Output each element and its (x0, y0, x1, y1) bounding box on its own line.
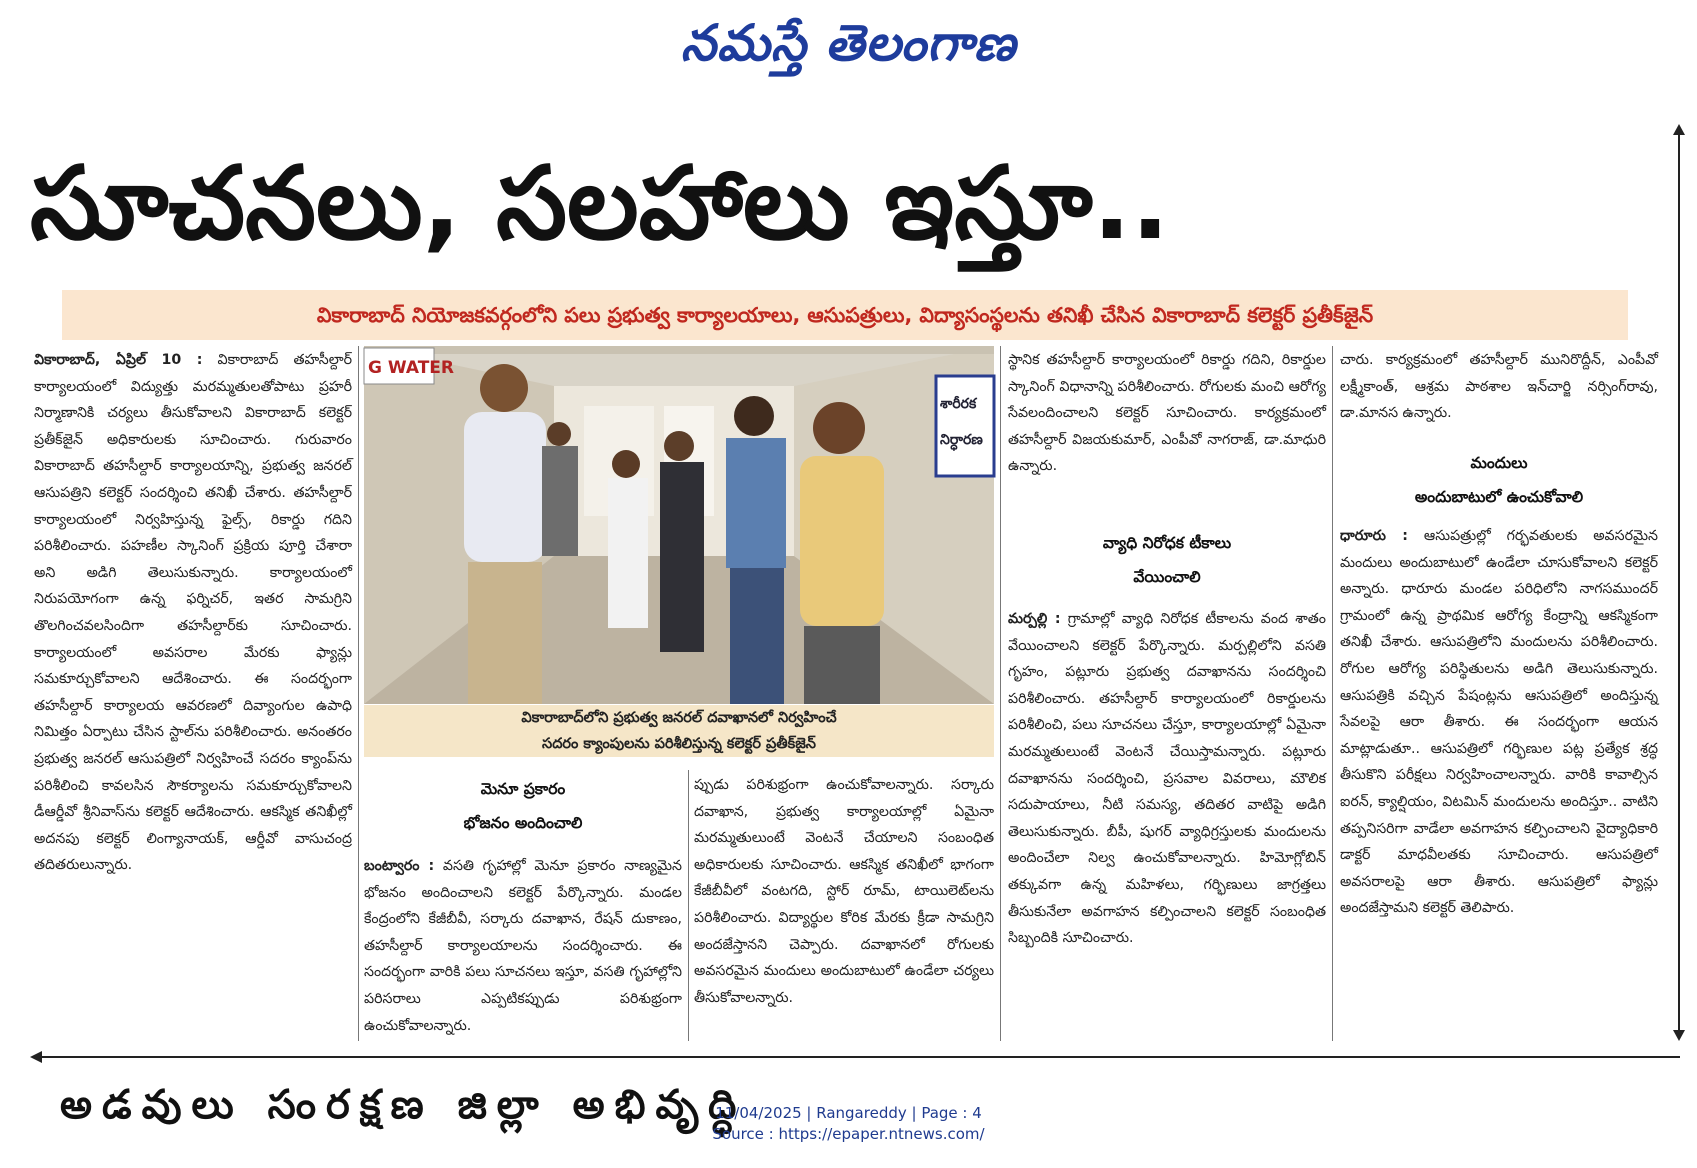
person-collector (464, 364, 546, 704)
column-5-heading-line2: అందుబాటులో ఉంచుకోవాలి (1414, 488, 1584, 506)
column-divider (358, 346, 359, 1041)
article-column-2 (364, 853, 682, 1047)
footer-dateline: 11/04/2025 | Rangareddy | Page : 4 (715, 1104, 982, 1122)
clip-arrow-horizontal (40, 1056, 1680, 1058)
sign-right-line2: నిర్ధారణ (940, 432, 983, 448)
sign-water-text: G WATER (368, 358, 454, 378)
clip-arrow-up-icon (1673, 124, 1685, 135)
column-4-body-top: స్థానిక తహసీల్దార్ కార్యాలయంలో రికార్డు గదిని, రికార్డుల స్కానింగ్ విధానాన్ని పరిశీలించారు. రోగులకు మంచి ఆరోగ్య సేవలందించాలని కలెక్టర్ సూచించారు. కార్యక్రమంలో తహసీల్దార్ విజయకుమార్, ఎంపీవో నాగరాజ్, డా.మాధురి ఉన్నారు. (1008, 352, 1326, 475)
page-footer (0, 1103, 1697, 1145)
article-column-1 (34, 347, 352, 1047)
column-5-heading (1340, 446, 1658, 518)
column-divider (688, 770, 689, 1041)
column-1-dateline: వికారాబాద్, ఏప్రిల్ 10 : (34, 352, 203, 368)
article-column-4 (1008, 606, 1326, 1047)
subhead: వికారాబాద్ నియోజకవర్గంలోని పలు ప్రభుత్వ కార్యాలయాలు, ఆసుపత్రులు, విద్యాసంస్థలను తనిఖీ చేసిన వికారాబాద్ కలెక్టర్ ప్రతీక్‌జైన్ (316, 303, 1374, 327)
column-2-body: వసతి గృహాల్లో మెనూ ప్రకారం నాణ్యమైన భోజనం అందించాలని కలెక్టర్ పేర్కొన్నారు. మండల కేంద్రంలోని కేజీబీవీ, సర్కారు దవాఖాన, రేషన్ దుకాణం, తహసీల్దార్ కార్యాలయాలను సందర్శించారు. ఈ సందర్భంగా వారికి పలు సూచనలు ఇస్తూ, వసతి గృహాల్లోని పరిసరాలు ఎప్పటికప్పుడు పరిశుభ్రంగా ఉంచుకోవాలన్నారు. (364, 858, 683, 1034)
photo-caption-line2: సదరం క్యాంపులను పరిశీలిస్తున్న కలెక్టర్ ప్రతీక్‌జైన్ (542, 736, 816, 752)
clip-arrow-left-icon (30, 1051, 42, 1063)
person-background-3 (660, 431, 704, 652)
column-2-heading-line1: మెనూ ప్రకారం (480, 780, 566, 798)
column-4-body: గ్రామాల్లో వ్యాధి నిరోధక టీకాలను వంద శాతం వేయించాలని కలెక్టర్ పేర్కొన్నారు. మర్పల్లిలోని వసతి గృహం, పట్లూరు ప్రభుత్వ దవాఖానను సందర్శించి పరిశీలించారు. తహసీల్దార్ కార్యాలయంలో రికార్డులను పరిశీలించి, పలు సూచనలు చేస్తూ, కార్యాలయాల్లో ఏమైనా మరమ్మతులుంటే వెంటనే చేయిస్తామన్నారు. పట్లూరు దవాఖానను సందర్శించి, ప్రసవాల వివరాలు, మౌలిక సదుపాయాలు, నీటి సమస్య, తదితర వాటిపై అడిగి తెలుసుకున్నారు. బీపీ, షుగర్ వ్యాధిగ్రస్తులకు మందులను అందించేలా నిల్వ ఉంచుకోవాలన్నారు. హిమోగ్లోబిన్ తక్కువగా ఉన్న మహిళలు, గర్భిణులు జాగ్రత్తలు తీసుకునేలా అవగాహన కల్పించాలని కలెక్టర్ సంబంధిత సిబ్బందికి సూచించారు. (1008, 611, 1326, 947)
column-4-heading-line2: వేయించాలి (1133, 568, 1201, 586)
person-masked (726, 396, 786, 704)
column-3-body: ప్పుడు పరిశుభ్రంగా ఉంచుకోవాలన్నారు. సర్కారు దవాఖాన, ప్రభుత్వ కార్యాలయాల్లో ఏమైనా మరమ్మతులుంటే వెంటనే చేయాలని సంబంధిత అధికారులకు సూచించారు. ఆకస్మిక తనిఖీలో భాగంగా కేజీబీవీలో వంటగది, స్టోర్ రూమ్, టాయిలెట్‌లను పరిశీలించారు. విద్యార్థుల కోరిక మేరకు క్రీడా సామగ్రిని అందజేస్తానని చెప్పారు. దవాఖానలో రోగులకు అవసరమైన మందులు అందుబాటులో ఉండేలా చర్యలు తీసుకోవాలన్నారు. (694, 777, 994, 1006)
headline: సూచనలు, సలహాలు ఇస్తూ.. (30, 144, 1170, 262)
article-column-5 (1340, 523, 1658, 1047)
column-divider (1000, 346, 1001, 1041)
masthead-logo: నమస్తే తెలంగాణ (680, 13, 1017, 72)
photo-caption (364, 705, 994, 757)
column-5-dateline: ధారూరు : (1340, 528, 1408, 544)
article-column-3 (694, 772, 994, 1047)
column-4-heading-line1: వ్యాధి నిరోధక టీకాలు (1102, 534, 1232, 552)
sign-right-line1: శారీరక (940, 396, 977, 412)
column-divider (1332, 346, 1333, 1041)
photo-caption-line1: వికారాబాద్‌లోని ప్రభుత్వ జనరల్ దవాఖానలో నిర్వహించే (521, 710, 837, 726)
column-5-body-top: చారు. కార్యక్రమంలో తహసీల్దార్ మునిరొద్దీన్, ఎంపీవో లక్ష్మీకాంత్, ఆశ్రమ పాఠశాల ఇన్‌చార్జి నర్సింగ్‌రావు, డా.మానస ఉన్నారు. (1340, 352, 1658, 422)
column-2-heading (364, 772, 682, 844)
article-column-5-top (1340, 347, 1658, 443)
news-photo (364, 346, 994, 704)
column-4-dateline: మర్పల్లి : (1008, 611, 1061, 627)
clip-arrow-down-icon (1673, 1030, 1685, 1041)
next-article-headline-text: అడవులు సంరక్షణ జిల్లా అభివృద్ధి (60, 1082, 747, 1128)
column-2-dateline: బంట్వారం : (364, 858, 435, 874)
column-2-heading-line2: భోజనం అందించాలి (463, 814, 583, 832)
column-5-body: ఆసుపత్రుల్లో గర్భవతులకు అవసరమైన మందులు అందుబాటులో ఉండేలా చూసుకోవాలని కలెక్టర్ అన్నారు. ధారూరు మండల పరిధిలోని నాగసముందర్ గ్రామంలో ఉన్న ప్రాథమిక ఆరోగ్య కేంద్రాన్ని ఆకస్మికంగా తనిఖీ చేశారు. ఆసుపత్రిలోని మందులను పరిశీలించారు. రోగుల ఆరోగ్య పరిస్థితులను అడిగి తెలుసుకున్నారు. ఆసుపత్రికి వచ్చిన పేషంట్లను ఆసుపత్రిలో అందిస్తున్న సేవలపై ఆరా తీశారు. ఈ సందర్భంగా ఆయన మాట్లాడుతూ.. ఆసుపత్రిలో గర్భిణుల పట్ల ప్రత్యేక శ్రద్ధ తీసుకొని పరీక్షలు నిర్వహించాలన్నారు. వారికి కావాల్సిన ఐరన్, క్యాల్షియం, విటమిన్ మందులను అందిస్తూ.. వాటిని తప్పనిసరిగా వాడేలా అవగాహన కల్పించాలని వైద్యాధికారి డాక్టర్ మాధవీలతకు సూచించారు. ఆసుపత్రిలో అవసరాలపై ఆరా తీశారు. ఆసుపత్రిలో ఫ్యాన్లు అందజేస్తామని కలెక్టర్ తెలిపారు. (1340, 528, 1658, 917)
column-1-body: వికారాబాద్ తహసీల్దార్ కార్యాలయంలో విద్యుత్తు మరమ్మతులతోపాటు ప్రహరీ నిర్మాణానికి చర్యలు తీసుకోవాలని వికారాబాద్ కలెక్టర్ ప్రతీక్‌జైన్ అధికారులకు సూచించారు. గురువారం వికారాబాద్ తహసీల్దార్ కార్యాలయాన్ని, ప్రభుత్వ జనరల్ ఆసుపత్రిని కలెక్టర్ సందర్శించి తనిఖీ చేశారు. తహసీల్దార్ కార్యాలయంలో నిర్వహిస్తున్న ఫైల్స్, రికార్డు గదిని పరిశీలించారు. పహణీల స్కానింగ్ ప్రక్రియ పూర్తి చేశారా అని అడిగి తెలుసుకున్నారు. కార్యాలయంలో నిరుపయోగంగా ఉన్న ఫర్నిచర్, ఇతర సామగ్రిని తొలగించవలసిందిగా తహసీల్దార్‌కు సూచించారు. కార్యాలయంలో అవసరాల మేరకు ఫ్యాన్లు సమకూర్చుకోవాలని ఆదేశించారు. ఈ సందర్భంగా తహసీల్దార్ కార్యాలయ ఆవరణలో దివ్యాంగుల ఉపాధి నిమిత్తం ఏర్పాటు చేసిన స్టాల్‌ను పరిశీలించారు. అనంతరం ప్రభుత్వ జనరల్ ఆసుపత్రిలో నిర్వహించే సదరం క్యాంప్‌ను పరిశీలించి కావలసిన సౌకర్యాలను సమకూర్చుకోవాలని డీఆర్డీవో శ్రీనివాస్‌ను కలెక్టర్ ఆదేశించారు. ఆకస్మిక తనిఖీల్లో అదనపు కలెక్టర్ లింగ్యానాయక్, ఆర్డీవో వాసుచంద్ర తదితరులున్నారు. (34, 352, 352, 874)
column-5-heading-line1: మందులు (1470, 454, 1528, 472)
column-4-heading (1008, 526, 1326, 598)
footer-source[interactable]: Source : https://epaper.ntnews.com/ (712, 1125, 985, 1143)
article-column-4-top (1008, 347, 1326, 523)
clip-arrow-vertical (1678, 128, 1680, 1034)
